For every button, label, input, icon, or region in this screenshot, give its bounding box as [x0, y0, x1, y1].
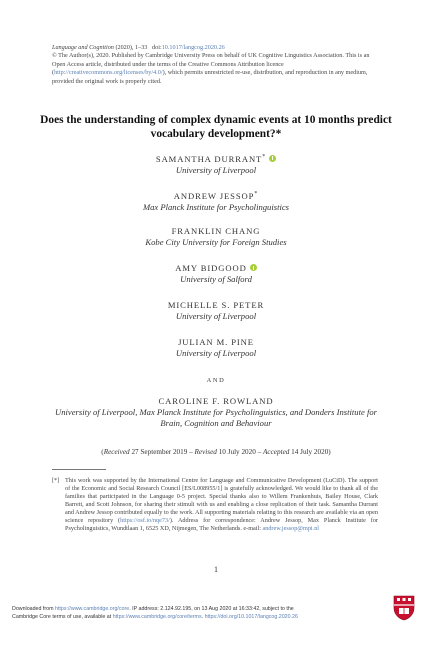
- footnote-mark: [*]: [52, 477, 60, 484]
- orcid-icon[interactable]: [269, 155, 276, 162]
- citation-line: [52, 44, 382, 52]
- page-number: 1: [214, 565, 218, 574]
- author-affiliation: University of Liverpool: [175, 348, 257, 358]
- cambridge-core-link[interactable]: https://www.cambridge.org/core: [55, 606, 130, 612]
- osf-link[interactable]: https://osf.io/nqe73/: [120, 517, 170, 525]
- received-date: 27 September 2019: [131, 448, 188, 456]
- author-block: [40, 189, 392, 213]
- author-name-text: FRANKLIN CHANG: [171, 226, 261, 236]
- author-affiliation: University of Salford: [180, 274, 252, 284]
- terms-prefix: Cambridge Core terms of use, available at: [12, 614, 112, 620]
- last-author-affiliation: University of Liverpool, Max Planck Institute for Psycholinguistics, and Donders Institute for Brain, Cognition and Behaviour: [55, 407, 377, 429]
- received-label: Received: [103, 448, 130, 456]
- equal-contribution-mark: *: [254, 191, 259, 197]
- citation: (2020), 1–33: [115, 44, 148, 51]
- cambridge-shield-icon: [393, 595, 415, 621]
- doi-footer-link[interactable]: https://doi.org/10.1017/langcog.2020.26: [204, 614, 298, 620]
- doi-link[interactable]: 10.1017/langcog.2020.26: [161, 44, 225, 51]
- author-affiliation: Max Planck Institute for Psycholinguistics: [142, 201, 290, 212]
- author-name-text: ANDREW JESSOP: [173, 190, 255, 201]
- download-notice: [12, 605, 382, 621]
- terms-link[interactable]: https://www.cambridge.org/core/terms: [112, 614, 202, 620]
- article-title: Does the understanding of complex dynamic events at 10 months predict vocabulary development?*: [40, 114, 392, 140]
- author-name: [40, 189, 392, 202]
- author-name-text: SAMANTHA DURRANT: [155, 153, 263, 164]
- author-block: [40, 337, 392, 359]
- and-separator: AND: [206, 377, 226, 384]
- author-name: [40, 337, 392, 348]
- article-header: [52, 44, 382, 86]
- author-name: [40, 152, 392, 165]
- footnote-divider: [52, 469, 106, 470]
- copyright-tail: ), which permits unrestricted re-use, distribution, and reproduction in any medium, provided the original work is properly cited.: [52, 69, 368, 85]
- author-name: [40, 263, 392, 274]
- terms-sep: .: [201, 614, 204, 620]
- author-name-text: AMY BIDGOOD: [175, 263, 247, 273]
- license-link[interactable]: http://creativecommons.org/licenses/by/4.0/: [54, 69, 163, 77]
- author-name-text: MICHELLE S. PETER: [167, 300, 265, 310]
- doi-label: doi:: [152, 44, 162, 51]
- footnote-text: [65, 477, 378, 533]
- email-link[interactable]: andrew.jessop@mpi.nl: [262, 525, 320, 533]
- footnote: [52, 477, 378, 533]
- download-ip-text: . IP address: 2.124.92.195, on 13 Aug 2020 at 16:33:42, subject to the: [129, 606, 294, 612]
- author-name: [40, 226, 392, 237]
- download-prefix: Downloaded from: [12, 606, 54, 612]
- author-block: [40, 226, 392, 248]
- author-affiliation: Kobe City University for Foreign Studies: [145, 237, 287, 247]
- orcid-icon[interactable]: [250, 264, 257, 271]
- equal-contribution-mark: *: [262, 154, 267, 160]
- copyright-text: © The Author(s), 2020. Published by Cambridge University Press on behalf of UK Cognitive Linguistics Association. This is an Open Access article, distributed under the terms of the Creative Commons Attribution licence (: [52, 52, 370, 77]
- copyright-notice: [52, 52, 382, 86]
- download-line-1: [12, 605, 382, 613]
- article-dates: (Received 27 September 2019 – Revised 10 July 2020 – Accepted 14 July 2020): [101, 448, 331, 456]
- author-block: [40, 263, 392, 285]
- author-affiliation: University of Liverpool: [175, 164, 257, 175]
- author-block: [40, 300, 392, 322]
- author-block: [40, 152, 392, 176]
- journal-name: Language and Cognition: [52, 44, 114, 51]
- author-affiliation: University of Liverpool: [175, 311, 257, 321]
- footnote-body: This work was supported by the International Centre for Language and Communicative Development (LuCiD). The support of the Economic and Social Research Council [ES/L008955/1] is gratefully acknowledged. We would like to thank all of the families that participated in the Language 0-5 project. Special thanks also to Willem Frankenhuis, Bailey House, Clark Barrett, and Scott Johnson, for sharing their stimuli with us and enabling a close replication of their task. Samantha Durrant and Andrew Jessop contributed equally to the work. All supporting materials relating to this research are available via an open science repository (: [65, 477, 378, 525]
- author-name: [40, 300, 392, 311]
- download-line-2: [12, 613, 382, 621]
- last-author-block: [40, 396, 392, 407]
- footnote-tail: ). Address for correspondence: Andrew Jessop, Max Planck Institute for Psycholinguistics, Wundtlaan 1, 6525 XD, Nijmegen, The Netherlands. e-mail:: [65, 517, 378, 533]
- revised-label: Revised: [194, 448, 217, 456]
- revised-date: 10 July 2020: [218, 448, 256, 456]
- accepted-label: Accepted: [263, 448, 290, 456]
- accepted-date: 14 July 2020: [291, 448, 329, 456]
- author-name-text: JULIAN M. PINE: [178, 337, 254, 347]
- author-name: CAROLINE F. ROWLAND: [158, 396, 274, 406]
